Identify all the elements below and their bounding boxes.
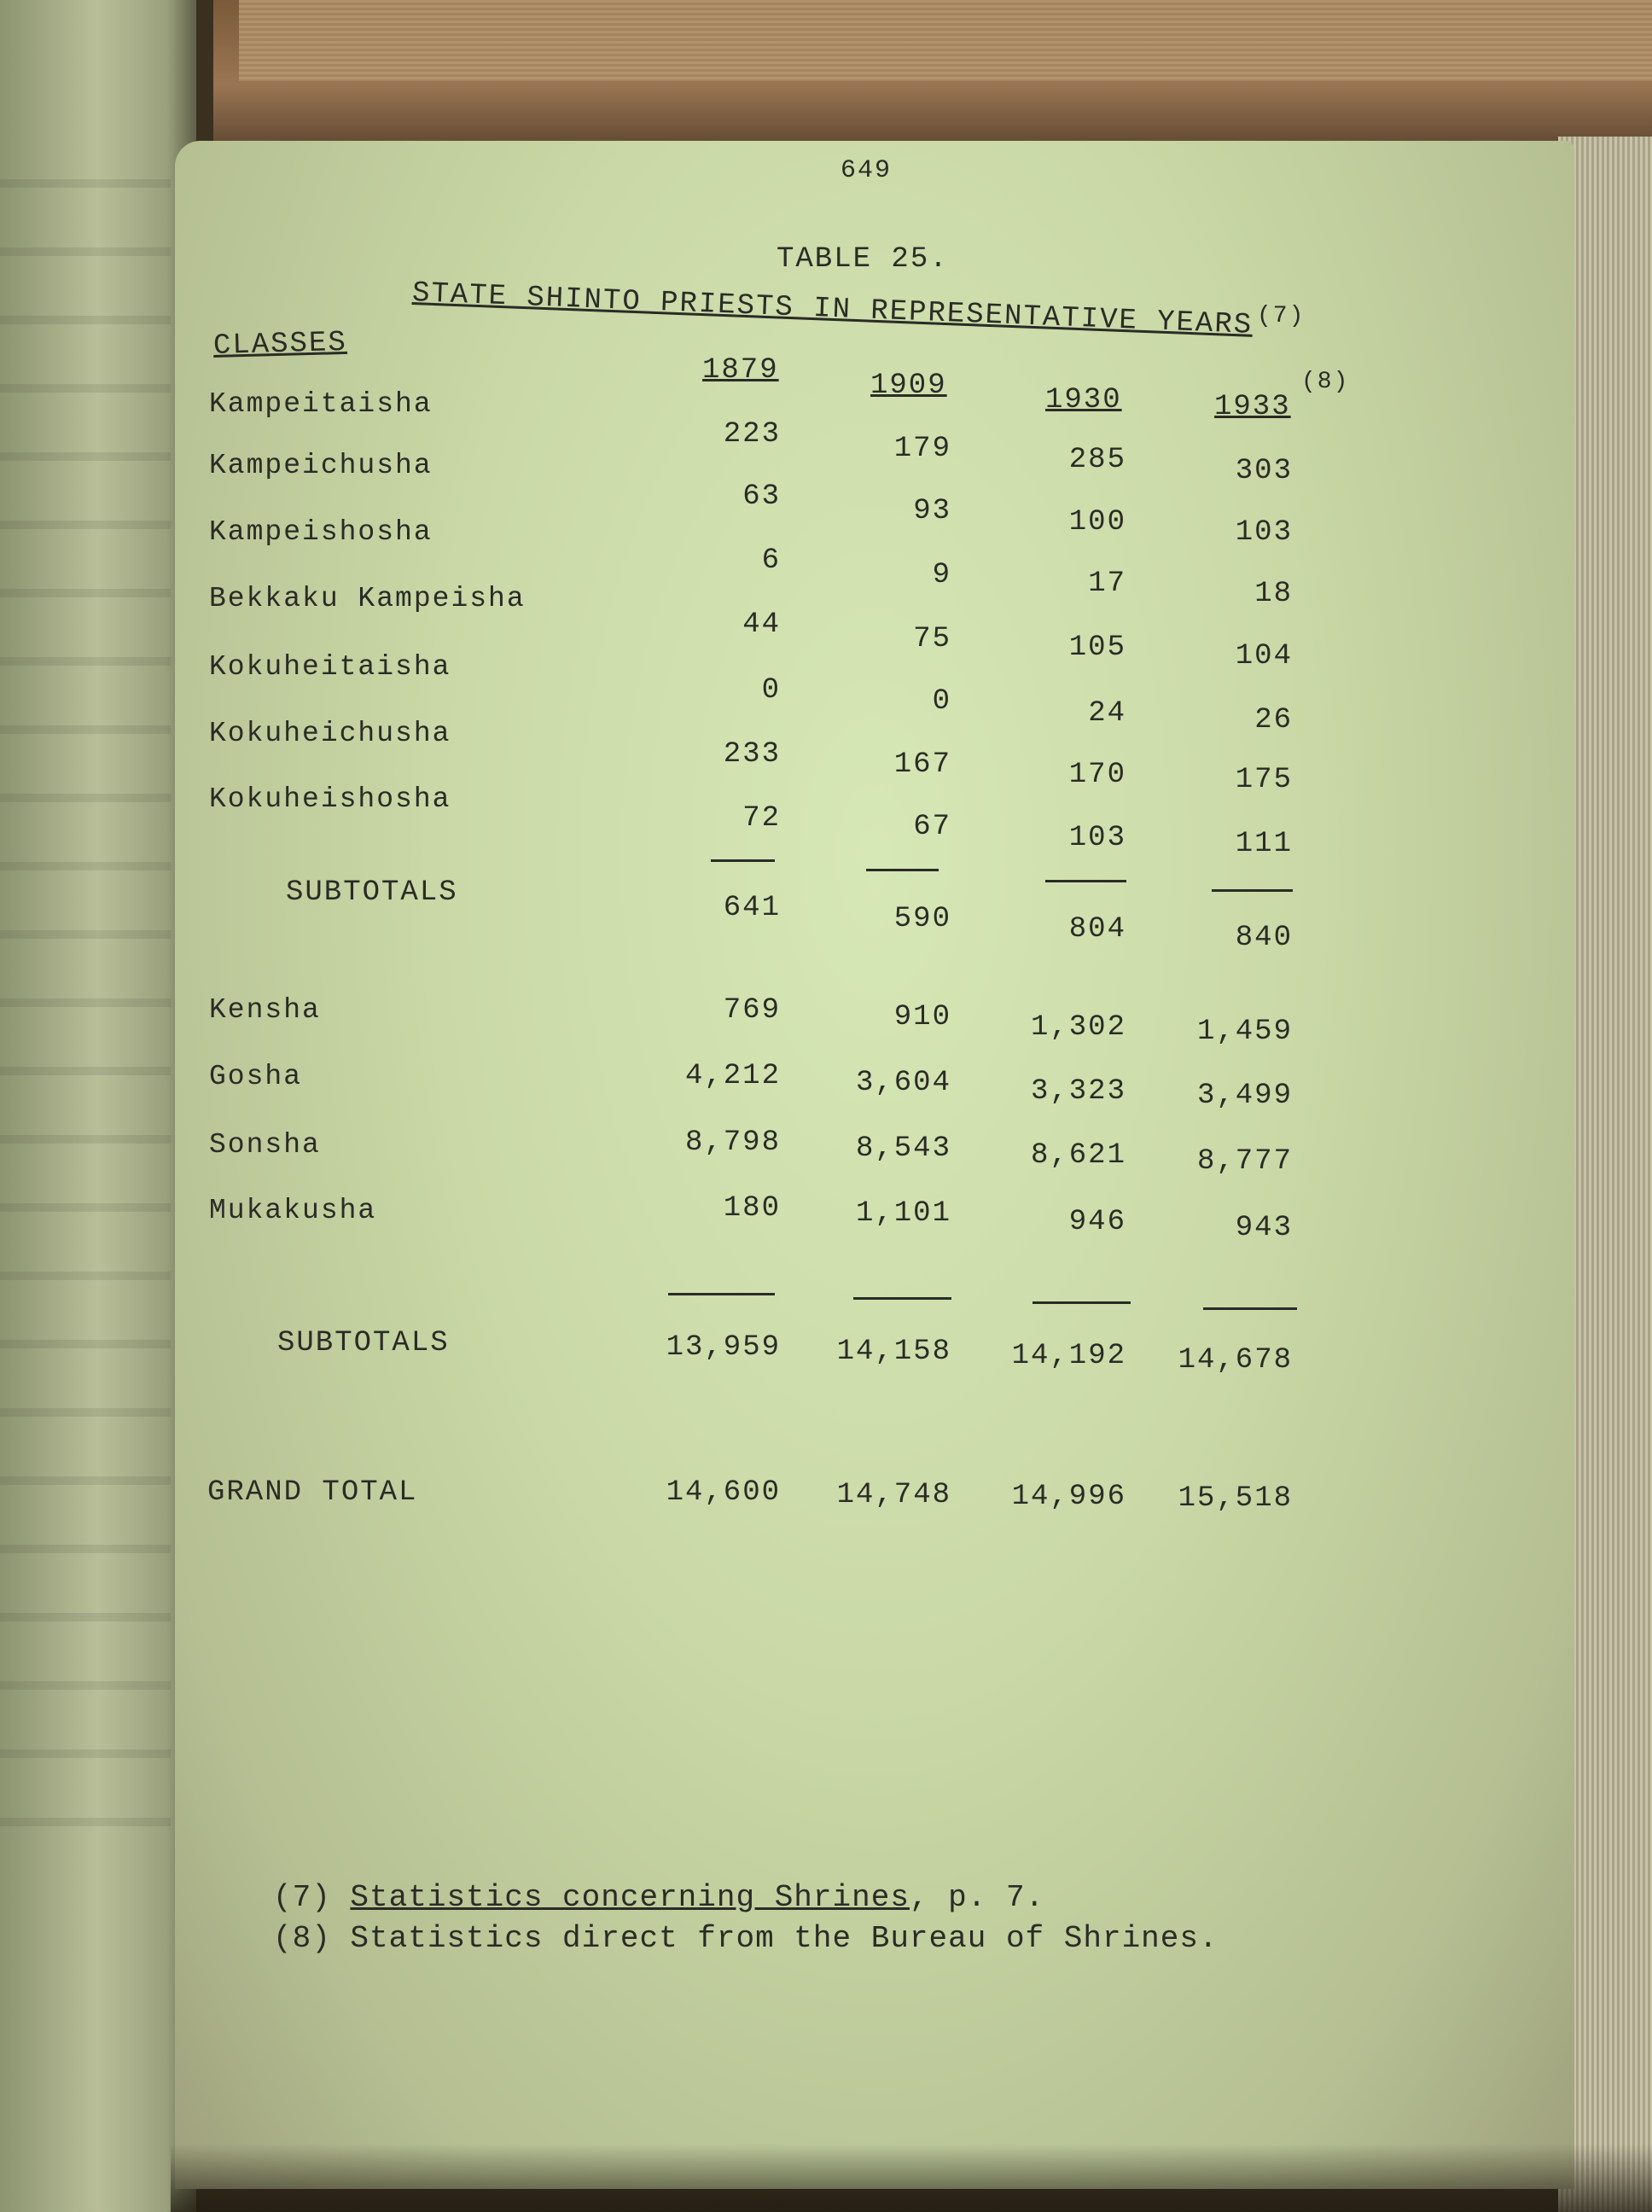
subtotal-cell: 13,959 bbox=[666, 1331, 781, 1364]
table-cell: 1,101 bbox=[855, 1197, 951, 1230]
table-cell: 170 bbox=[1068, 759, 1126, 791]
year-footnote-mark: (8) bbox=[1301, 369, 1350, 395]
subtotal-rule bbox=[1203, 1307, 1297, 1310]
year-header: 1909 bbox=[870, 370, 947, 402]
year-header: 1879 bbox=[702, 354, 779, 387]
subtotal-rule bbox=[853, 1297, 951, 1300]
table-number: TABLE 25. bbox=[777, 243, 949, 276]
class-label: Kampeichusha bbox=[209, 450, 433, 481]
table-cell: 167 bbox=[893, 748, 951, 781]
class-label: Kensha bbox=[209, 994, 321, 1026]
footnotes bbox=[273, 1877, 1219, 1959]
table-cell: 9 bbox=[932, 559, 951, 591]
table-cell: 223 bbox=[723, 418, 781, 451]
left-page-bleed-text bbox=[0, 119, 171, 1826]
table-cell: 105 bbox=[1068, 632, 1126, 664]
document-page bbox=[175, 141, 1574, 2189]
table-cell: 6 bbox=[761, 544, 781, 577]
table-cell: 8,798 bbox=[684, 1126, 781, 1159]
footnote-mark: (7) bbox=[273, 1880, 331, 1915]
footnote-source-page: , p. 7. bbox=[909, 1880, 1045, 1915]
subtotal-rule bbox=[711, 859, 775, 862]
table-cell: 67 bbox=[913, 811, 951, 843]
table-cell: 8,777 bbox=[1196, 1145, 1293, 1178]
class-label: Kokuheitaisha bbox=[209, 651, 451, 683]
class-label: Kampeitaisha bbox=[209, 388, 433, 420]
grand-total-cell: 15,518 bbox=[1178, 1482, 1293, 1515]
subtotals-label: SUBTOTALS bbox=[277, 1327, 450, 1359]
subtotal-rule bbox=[1032, 1301, 1131, 1304]
grand-total-cell: 14,600 bbox=[666, 1476, 781, 1509]
table-cell: 179 bbox=[893, 433, 951, 465]
footnote-8 bbox=[273, 1918, 1219, 1959]
table-cell: 1,459 bbox=[1196, 1016, 1293, 1048]
subtotal-cell: 840 bbox=[1235, 922, 1293, 954]
table-cell: 17 bbox=[1088, 568, 1126, 600]
footnote-7 bbox=[273, 1877, 1219, 1918]
page-number: 649 bbox=[841, 156, 893, 185]
table-cell: 104 bbox=[1235, 640, 1293, 672]
table-cell: 3,604 bbox=[855, 1067, 951, 1099]
table-cell: 26 bbox=[1254, 704, 1293, 736]
table-cell: 303 bbox=[1235, 455, 1293, 487]
table-cell: 233 bbox=[723, 738, 781, 771]
table-cell: 72 bbox=[742, 802, 781, 835]
adjacent-book-page-edges bbox=[239, 0, 1652, 81]
footnote-mark: (8) bbox=[273, 1921, 331, 1956]
class-label: Kokuheichusha bbox=[209, 718, 451, 749]
subtotal-rule bbox=[668, 1293, 775, 1295]
table-cell: 4,212 bbox=[684, 1060, 781, 1092]
footnote-source-title: Statistics concerning Shrines bbox=[350, 1880, 910, 1915]
table-cell: 8,543 bbox=[855, 1132, 951, 1165]
year-header: 1930 bbox=[1045, 384, 1122, 416]
table-cell: 0 bbox=[932, 685, 951, 718]
table-cell: 910 bbox=[893, 1001, 951, 1033]
class-label: Gosha bbox=[209, 1061, 303, 1092]
subtotals-label: SUBTOTALS bbox=[286, 876, 458, 909]
table-cell: 1,302 bbox=[1030, 1011, 1126, 1044]
table-cell: 769 bbox=[723, 994, 781, 1027]
subtotal-rule bbox=[866, 869, 939, 871]
subtotal-cell: 14,158 bbox=[836, 1336, 951, 1368]
subtotal-cell: 641 bbox=[723, 892, 781, 924]
table-cell: 44 bbox=[742, 608, 781, 641]
grand-total-cell: 14,748 bbox=[836, 1479, 951, 1511]
class-label: Kokuheishosha bbox=[209, 783, 451, 815]
table-cell: 63 bbox=[742, 480, 781, 513]
subtotal-rule bbox=[1212, 889, 1293, 892]
subtotal-cell: 590 bbox=[893, 903, 951, 935]
title-footnote-mark: (7) bbox=[1257, 303, 1306, 329]
table-cell: 100 bbox=[1068, 506, 1126, 538]
table-cell: 0 bbox=[761, 674, 781, 707]
subtotal-rule bbox=[1045, 880, 1126, 882]
table-cell: 3,499 bbox=[1196, 1080, 1293, 1112]
table-cell: 18 bbox=[1254, 578, 1293, 610]
subtotal-cell: 804 bbox=[1068, 913, 1126, 946]
table-cell: 285 bbox=[1068, 444, 1126, 476]
classes-column-header: CLASSES bbox=[212, 326, 348, 363]
grand-total-label: GRAND TOTAL bbox=[207, 1476, 418, 1509]
bottom-shadow bbox=[171, 2144, 1652, 2212]
table-cell: 103 bbox=[1068, 822, 1126, 854]
grand-total-cell: 14,996 bbox=[1011, 1481, 1126, 1513]
table-cell: 180 bbox=[723, 1192, 781, 1225]
table-title: STATE SHINTO PRIESTS IN REPRESENTATIVE YEARS bbox=[411, 277, 1254, 342]
class-label: Sonsha bbox=[209, 1129, 321, 1161]
table-cell: 946 bbox=[1068, 1206, 1126, 1238]
table-cell: 3,323 bbox=[1030, 1075, 1126, 1108]
table-cell: 24 bbox=[1088, 697, 1126, 730]
footnote-text: Statistics direct from the Bureau of Shrines. bbox=[350, 1921, 1219, 1956]
table-cell: 75 bbox=[913, 623, 951, 655]
table-cell: 175 bbox=[1235, 764, 1293, 796]
class-label: Bekkaku Kampeisha bbox=[209, 583, 526, 614]
subtotal-cell: 14,678 bbox=[1178, 1344, 1293, 1377]
table-cell: 8,621 bbox=[1030, 1139, 1126, 1172]
table-cell: 103 bbox=[1235, 516, 1293, 549]
class-label: Kampeishosha bbox=[209, 516, 433, 548]
year-header: 1933 bbox=[1214, 391, 1291, 423]
subtotal-cell: 14,192 bbox=[1011, 1340, 1126, 1372]
class-label: Mukakusha bbox=[209, 1195, 377, 1226]
table-cell: 943 bbox=[1235, 1212, 1293, 1244]
table-cell: 111 bbox=[1235, 828, 1293, 860]
left-facing-page bbox=[0, 0, 196, 2212]
table-cell: 93 bbox=[913, 495, 951, 527]
